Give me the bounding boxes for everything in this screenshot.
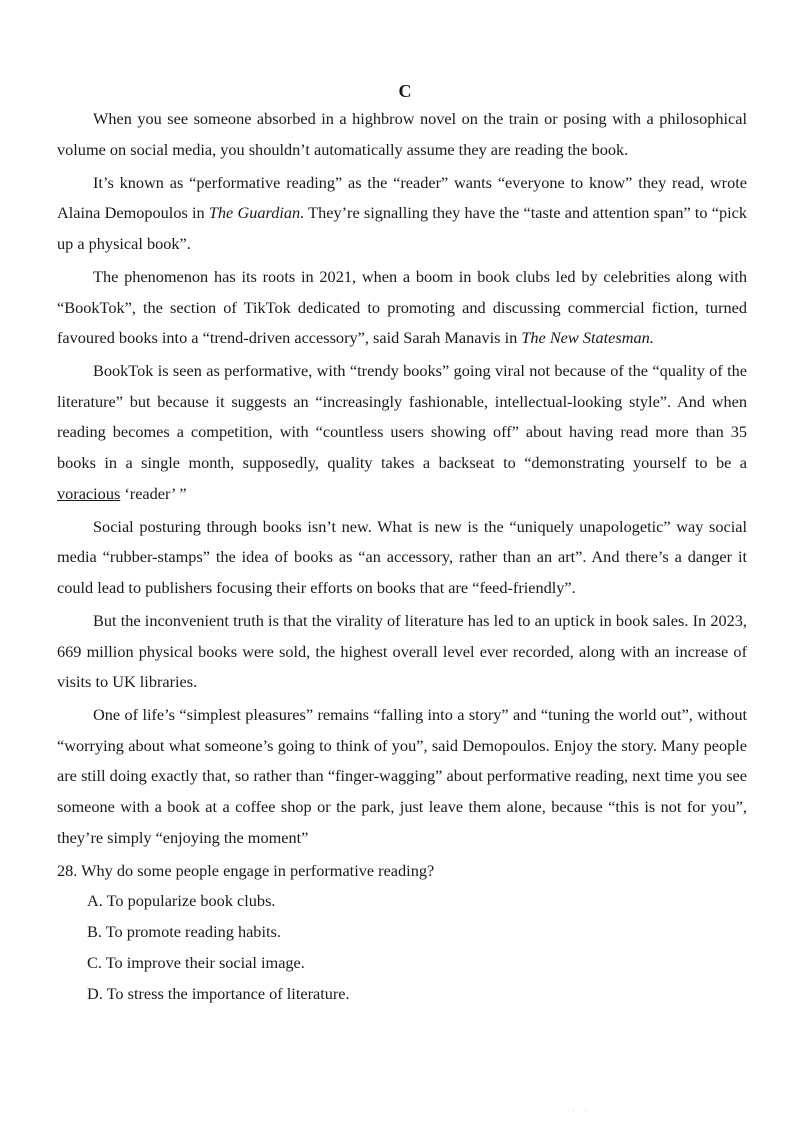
publication-title: The Guardian. bbox=[208, 203, 305, 223]
underlined-word: voracious bbox=[57, 483, 121, 503]
paragraph-4: BookTok is seen as performative, with “trendy books” going viral not because of the “quality of the literature” but because it suggests an “increasingly fashionable, intellectual-looking style”. And when reading becomes a competition, with “countless users showing off” about having read more than 35 books in a single month, supposedly, quality takes a backseat to “demonstrating yourself to be a voracious ‘reader’ ” bbox=[57, 361, 747, 503]
paragraph-7: One of life’s “simplest pleasures” remains “falling into a story” and “tuning the world out”, without “worrying about what someone’s going to think of you”, said Demopoulos. Enjoy the story. Many people are still doing exactly that, so rather than “finger-wagging” about performative reading, next time you see someone with a book at a coffee shop or the park, just leave them alone, because “this is not for you”, they’re simply “enjoying the moment” bbox=[57, 705, 747, 847]
scan-specks: · · bbox=[572, 1106, 592, 1115]
paragraph-3: The phenomenon has its roots in 2021, when a boom in book clubs led by celebrities along with “BookTok”, the section of TikTok dedicated to promoting and discussing commercial fiction, turned favoured books into a “trend-driven accessory”, said Sarah Manavis in The New Statesman. bbox=[57, 266, 747, 348]
question-stem: 28. Why do some people engage in performative reading? bbox=[57, 860, 435, 880]
paragraph-5: Social posturing through books isn’t new. What is new is the “uniquely unapologetic” way social media “rubber-stamps” the idea of books as “an accessory, rather than an art”. And there’s a danger it could lead to publishers focusing their efforts on books that are “feed-friendly”. bbox=[57, 516, 747, 597]
passage-page bbox=[57, 78, 747, 1010]
answer-option-d[interactable]: D. To stress the importance of literature. bbox=[87, 983, 350, 1003]
section-heading: C bbox=[398, 81, 412, 101]
publication-title: The New Statesman. bbox=[521, 328, 654, 348]
answer-option-c[interactable]: C. To improve their social image. bbox=[87, 952, 305, 972]
paragraph-1: When you see someone absorbed in a highbrow novel on the train or posing with a philosophical volume on social media, you shouldn’t automatically assume they are reading the book. bbox=[57, 109, 747, 159]
paragraph-2: It’s known as “performative reading” as the “reader” wants “everyone to know” they read, wrote Alaina Demopoulos in The Guardian. They’re signalling they have the “taste and attention span” to “pick up a physical book”. bbox=[57, 172, 748, 253]
answer-option-a[interactable]: A. To popularize book clubs. bbox=[87, 891, 276, 911]
paragraph-6: But the inconvenient truth is that the virality of literature has led to an uptick in book sales. In 2023, 669 million physical books were sold, the highest overall level ever recorded, along with an increase of visits to UK libraries. bbox=[57, 611, 747, 692]
answer-option-b[interactable]: B. To promote reading habits. bbox=[87, 922, 281, 942]
